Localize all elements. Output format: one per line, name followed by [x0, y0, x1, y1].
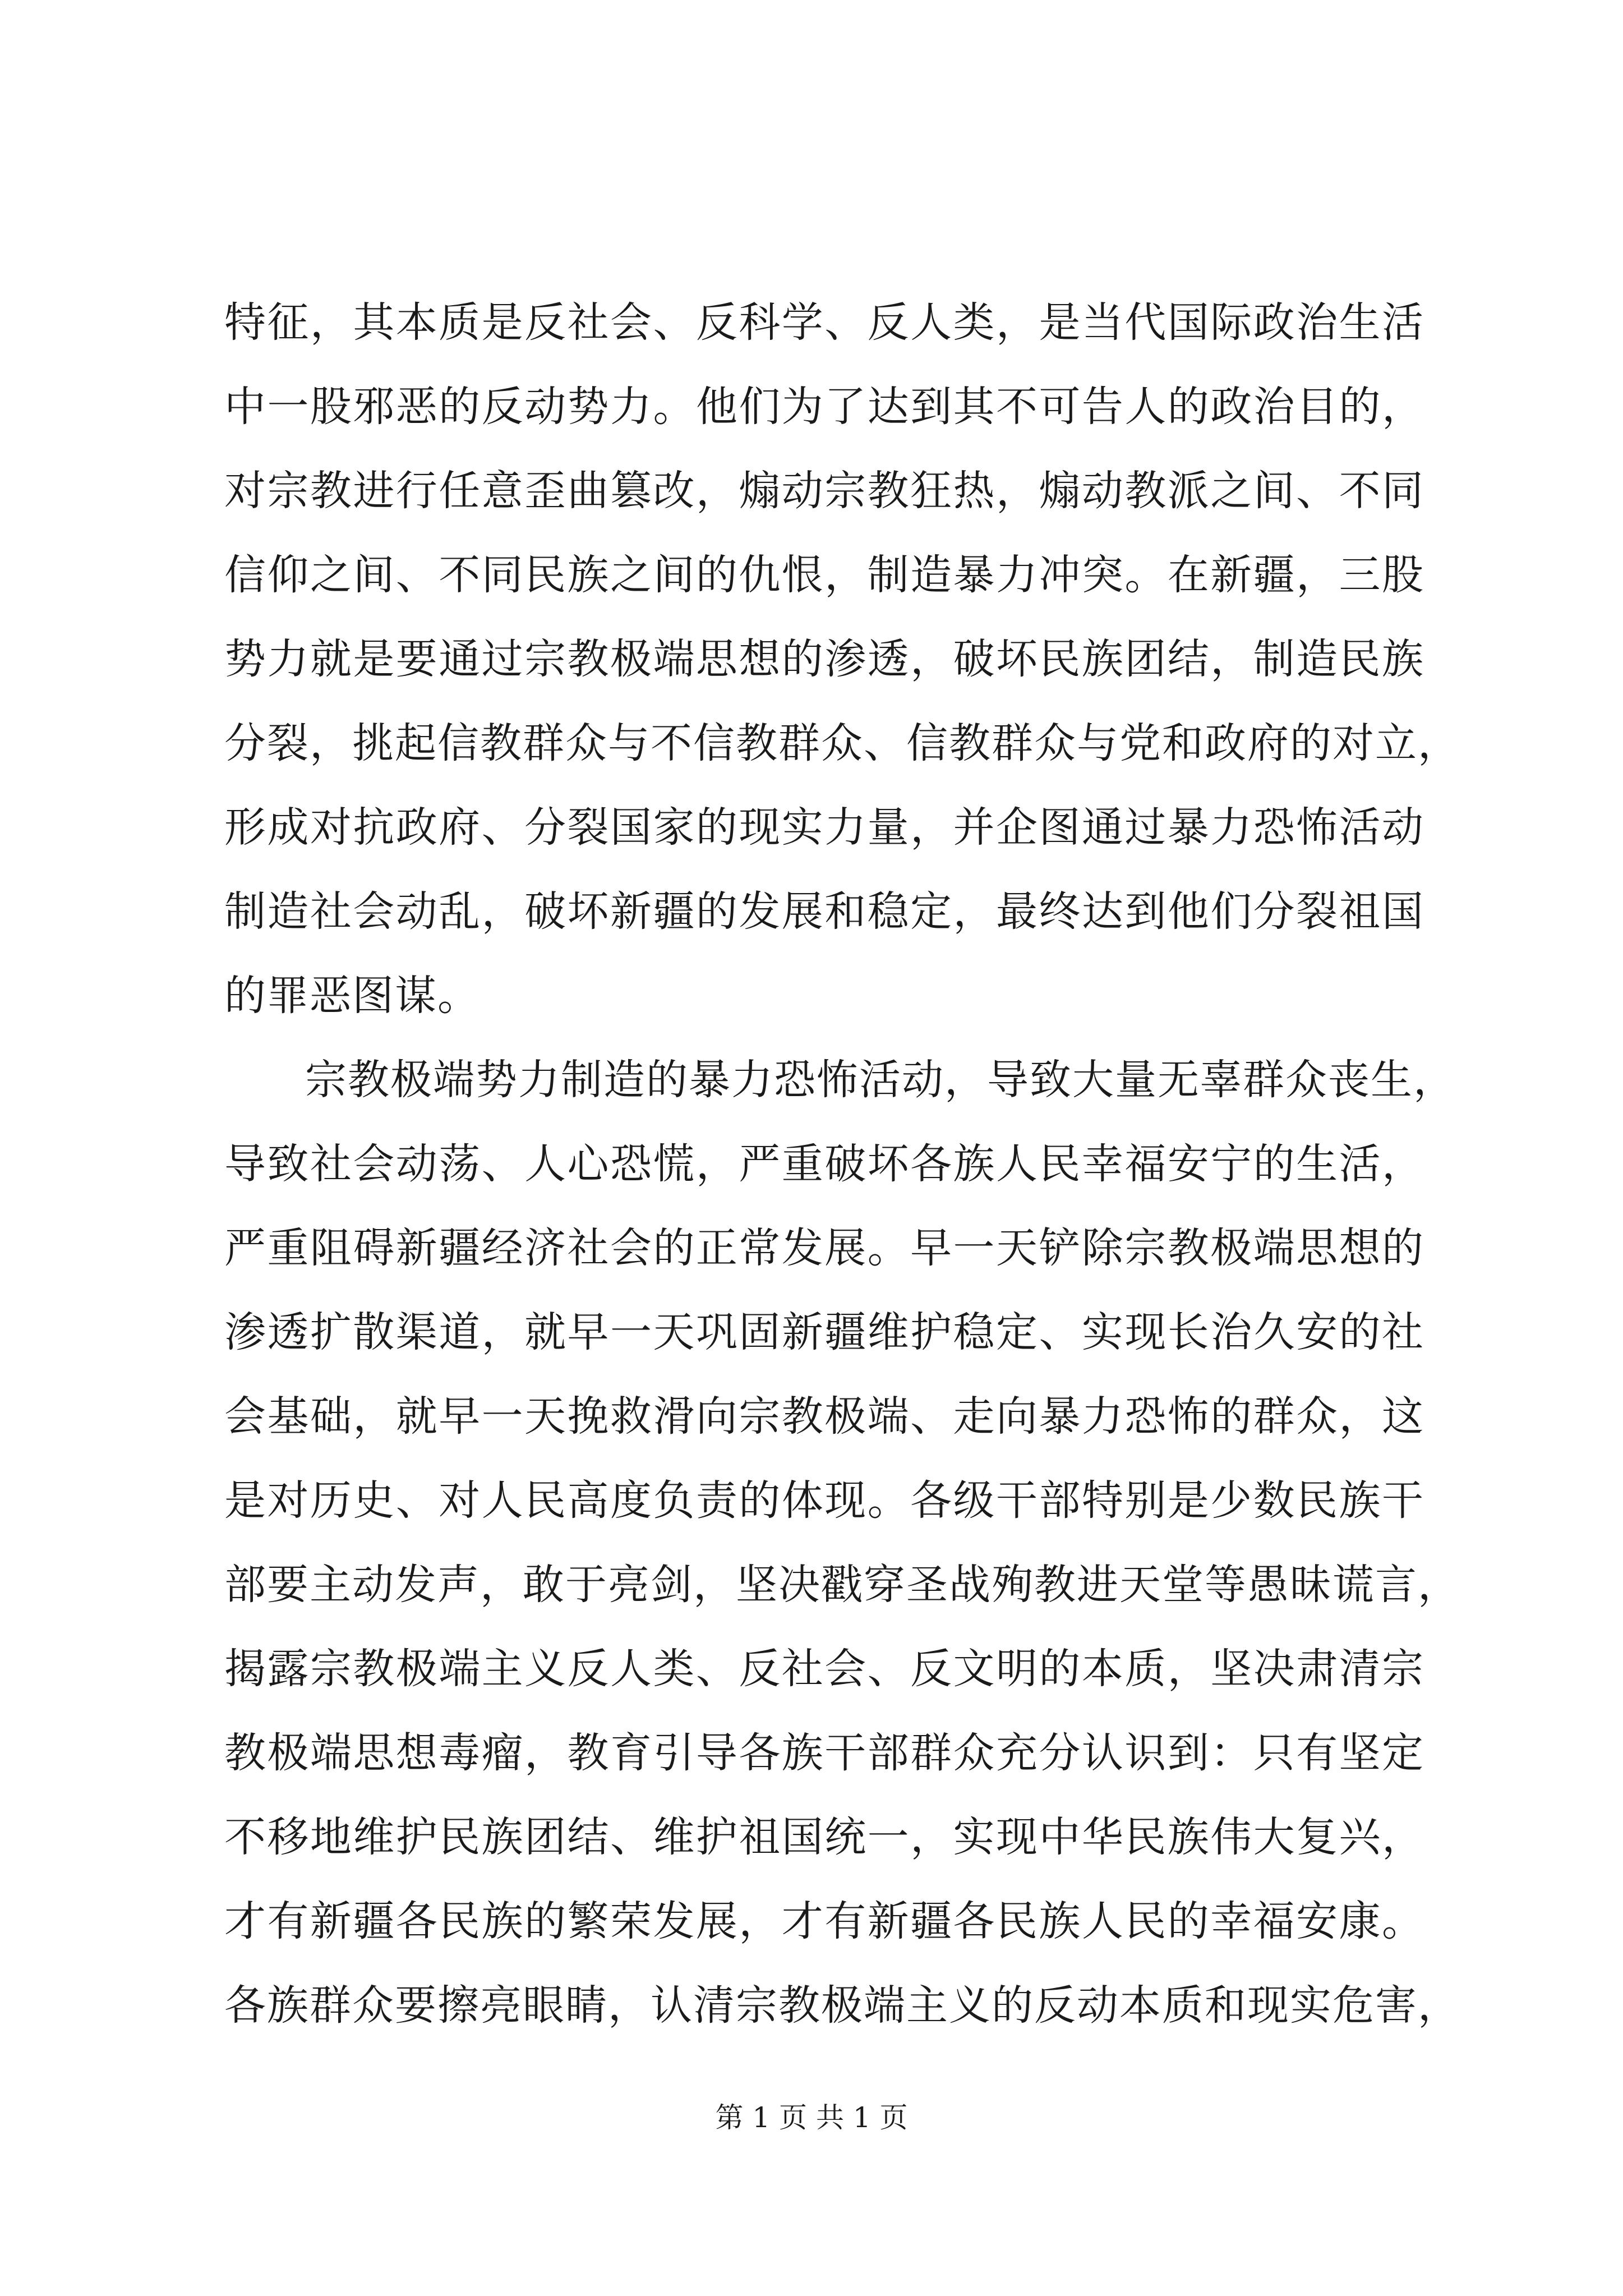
text-line: 部要主动发声，敢于亮剑，坚决戳穿圣战殉教进天堂等愚昧谎言， [224, 1561, 1460, 1609]
text-line: 中一股邪恶的反动势力。他们为了达到其不可告人的政治目的， [224, 383, 1424, 431]
text-line: 制造社会动乱，破坏新疆的发展和稳定，最终达到他们分裂祖国 [224, 887, 1424, 936]
text-line: 信仰之间、不同民族之间的仇恨，制造暴力冲突。在新疆，三股 [224, 551, 1424, 599]
text-line: 特征，其本质是反社会、反科学、反人类，是当代国际政治生活 [224, 298, 1424, 347]
text-line: 导致社会动荡、人心恐慌，严重破坏各族人民幸福安宁的生活， [224, 1140, 1424, 1188]
paragraph-first-line: 宗教极端势力制造的暴力恐怖活动，导致大量无辜群众丧生， [305, 1056, 1456, 1104]
text-line: 是对历史、对人民高度负责的体现。各级干部特别是少数民族干 [224, 1476, 1424, 1525]
text-line: 对宗教进行任意歪曲篡改，煽动宗教狂热，煽动教派之间、不同 [224, 467, 1424, 515]
text-line: 的罪恶图谋。 [224, 972, 480, 1020]
text-line: 不移地维护民族团结、维护祖国统一，实现中华民族伟大复兴， [224, 1813, 1424, 1861]
text-line: 形成对抗政府、分裂国家的现实力量，并企图通过暴力恐怖活动 [224, 803, 1424, 852]
text-line: 揭露宗教极端主义反人类、反社会、反文明的本质，坚决肃清宗 [224, 1645, 1424, 1693]
text-line: 渗透扩散渠道，就早一天巩固新疆维护稳定、实现长治久安的社 [224, 1308, 1424, 1356]
text-line: 各族群众要擦亮眼睛，认清宗教极端主义的反动本质和现实危害， [224, 1981, 1460, 2030]
page-footer: 第 1 页 共 1 页 [715, 2101, 908, 2134]
text-line: 才有新疆各民族的繁荣发展，才有新疆各民族人民的幸福安康。 [224, 1897, 1424, 1945]
text-line: 严重阻碍新疆经济社会的正常发展。早一天铲除宗教极端思想的 [224, 1224, 1424, 1272]
text-line: 分裂，挑起信教群众与不信教群众、信教群众与党和政府的对立， [224, 719, 1460, 767]
text-line: 会基础，就早一天挽救滑向宗教极端、走向暴力恐怖的群众，这 [224, 1392, 1424, 1441]
text-line: 教极端思想毒瘤，教育引导各族干部群众充分认识到：只有坚定 [224, 1729, 1424, 1777]
text-line: 势力就是要通过宗教极端思想的渗透，破坏民族团结，制造民族 [224, 635, 1424, 683]
